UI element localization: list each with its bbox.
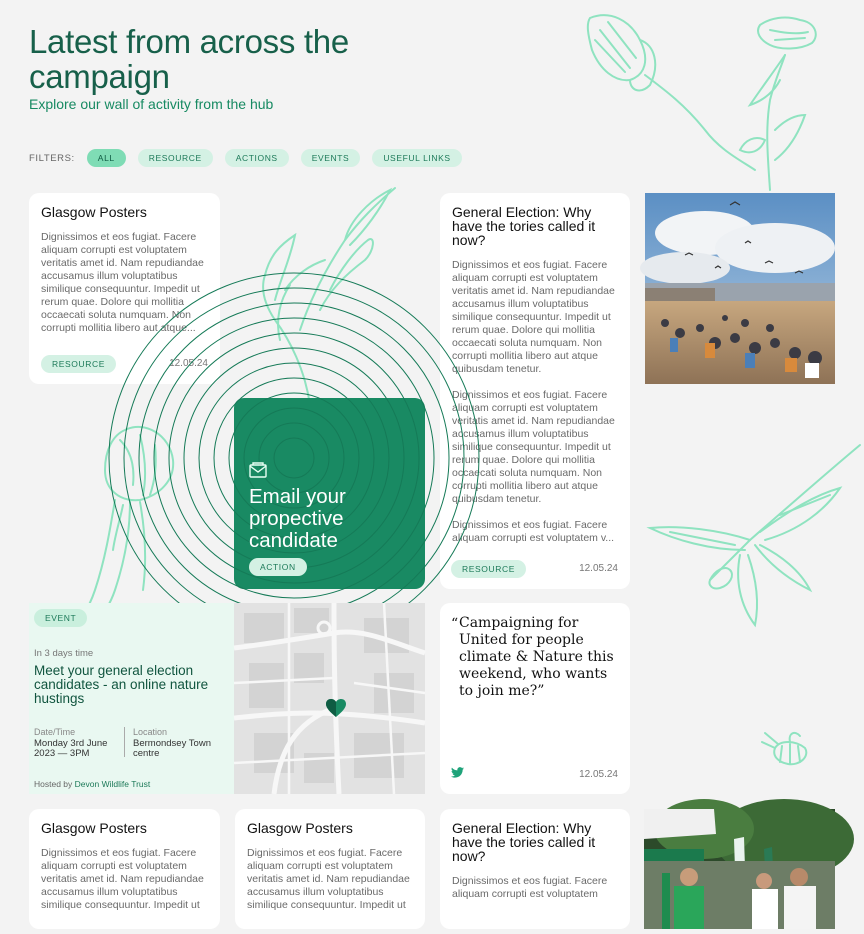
card-excerpt: Dignissimos et eos fugiat. Facere aliquam corrupti est voluptatem veritatis amet id. Nam repudiandae accusamus illum voluptatibus similique consequuntur. Impedit ut rerum quae. Dolore qui mollitia occaecati soluta numquam. Non corrupti mollitia libero aut atque... (41, 231, 204, 334)
event-location-label: Location (133, 727, 168, 737)
event-location (133, 727, 228, 759)
dragonfly-illustration (640, 440, 864, 630)
divider (124, 727, 125, 757)
event-date-label: Date/Time (34, 727, 76, 737)
card-title: Glasgow Posters (41, 204, 147, 220)
card-excerpt: Dignissimos et eos fugiat. Facere aliquam corrupti est voluptatem veritatis amet id. Nam repudiandae accusamus illum voluptatibus similique consequuntur. Impedit ut (41, 847, 204, 911)
event-card-hustings[interactable] (29, 603, 425, 794)
location-pin-icon (325, 698, 347, 718)
card-excerpt: Dignissimos et eos fugiat. Facere aliquam corrupti est voluptatem (452, 875, 608, 900)
filter-chip-resource[interactable]: RESOURCE (138, 149, 213, 167)
hosted-by-label: Hosted by (34, 779, 73, 789)
email-candidate-action-card[interactable] (234, 398, 425, 589)
filters-label: FILTERS: (29, 152, 75, 164)
twitter-icon[interactable] (451, 767, 464, 778)
resource-card-general-election[interactable] (440, 193, 630, 589)
page-title: Latest from across the campaign (29, 23, 349, 95)
event-location-value: Bermondsey Town centre (133, 738, 211, 759)
card-title: General Election: Why have the tories called it now? (452, 820, 596, 864)
resource-card-glasgow-posters[interactable] (29, 193, 220, 384)
quote-mark: “ (451, 616, 459, 632)
host-org-link[interactable]: Devon Wildlife Trust (74, 779, 151, 789)
card-title: General Election: Why have the tories called it now? (452, 204, 596, 248)
card-date: 12.05.24 (579, 769, 618, 780)
filter-chip-all[interactable]: ALL (87, 149, 126, 167)
event-details (29, 603, 234, 794)
card-excerpt: Dignissimos et eos fugiat. Facere aliquam corrupti est voluptatem veritatis amet id. Nam repudiandae accusamus illum voluptatibus similique consequuntur. Impedit ut rerum quae. Dolore qui mollitia occaecati soluta numquam. Non corrupti mollitia libero aut atque quibusdam tenetur. (452, 259, 615, 375)
action-tag: ACTION (249, 558, 307, 576)
card-title: Glasgow Posters (41, 820, 147, 836)
event-countdown: In 3 days time (34, 648, 94, 659)
card-excerpt-3: Dignissimos et eos fugiat. Facere aliquam corrupti est voluptatem v... (452, 519, 615, 544)
card-tag: RESOURCE (451, 560, 526, 578)
campaign-stall-photo[interactable] (644, 809, 835, 929)
action-title: Email your propective candidate (249, 485, 346, 552)
resource-card-general-election-2[interactable] (440, 809, 630, 929)
event-tag: EVENT (34, 609, 87, 627)
event-date (34, 727, 124, 759)
card-excerpt-2: Dignissimos et eos fugiat. Facere aliquam corrupti est voluptatem veritatis amet id. Nam repudiandae accusamus illum voluptatibus similique consequuntur. Impedit ut rerum quae. Dolore qui mollitia occaecati soluta numquam. Non corrupti mollitia libero aut atque quibusdam tenetur. (452, 389, 615, 505)
beach-crowd-photo[interactable] (645, 193, 835, 384)
mail-icon (249, 462, 267, 478)
page-subtitle: Explore our wall of activity from the hub (29, 96, 274, 112)
resource-card-glasgow-posters-2[interactable] (29, 809, 220, 929)
event-map[interactable] (234, 603, 425, 794)
filter-chip-events[interactable]: EVENTS (301, 149, 361, 167)
resource-card-glasgow-posters-3[interactable] (235, 809, 425, 929)
filter-chip-useful-links[interactable]: USEFUL LINKS (372, 149, 461, 167)
card-title: Glasgow Posters (247, 820, 353, 836)
bee-illustration (760, 728, 820, 773)
event-host (34, 779, 150, 789)
plant-illustration (250, 180, 410, 410)
card-excerpt: Dignissimos et eos fugiat. Facere aliquam corrupti est voluptatem veritatis amet id. Nam repudiandae accusamus illum voluptatibus similique consequuntur. Impedit ut (247, 847, 410, 911)
filter-bar (29, 149, 474, 167)
event-date-value: Monday 3rd June 2023 — 3PM (34, 738, 108, 759)
event-title: Meet your general election candidates - an online nature hustings (34, 663, 209, 706)
quote-text: Campaigning for United for people climate & Nature this weekend, who wants to join me?” (459, 615, 614, 699)
card-date: 12.05.24 (579, 563, 618, 574)
butterfly-flower-illustration (580, 10, 840, 200)
social-post-card[interactable] (440, 603, 630, 794)
filter-chip-actions[interactable]: ACTIONS (225, 149, 289, 167)
card-date: 12.05.24 (169, 358, 208, 369)
card-tag: RESOURCE (41, 355, 116, 373)
